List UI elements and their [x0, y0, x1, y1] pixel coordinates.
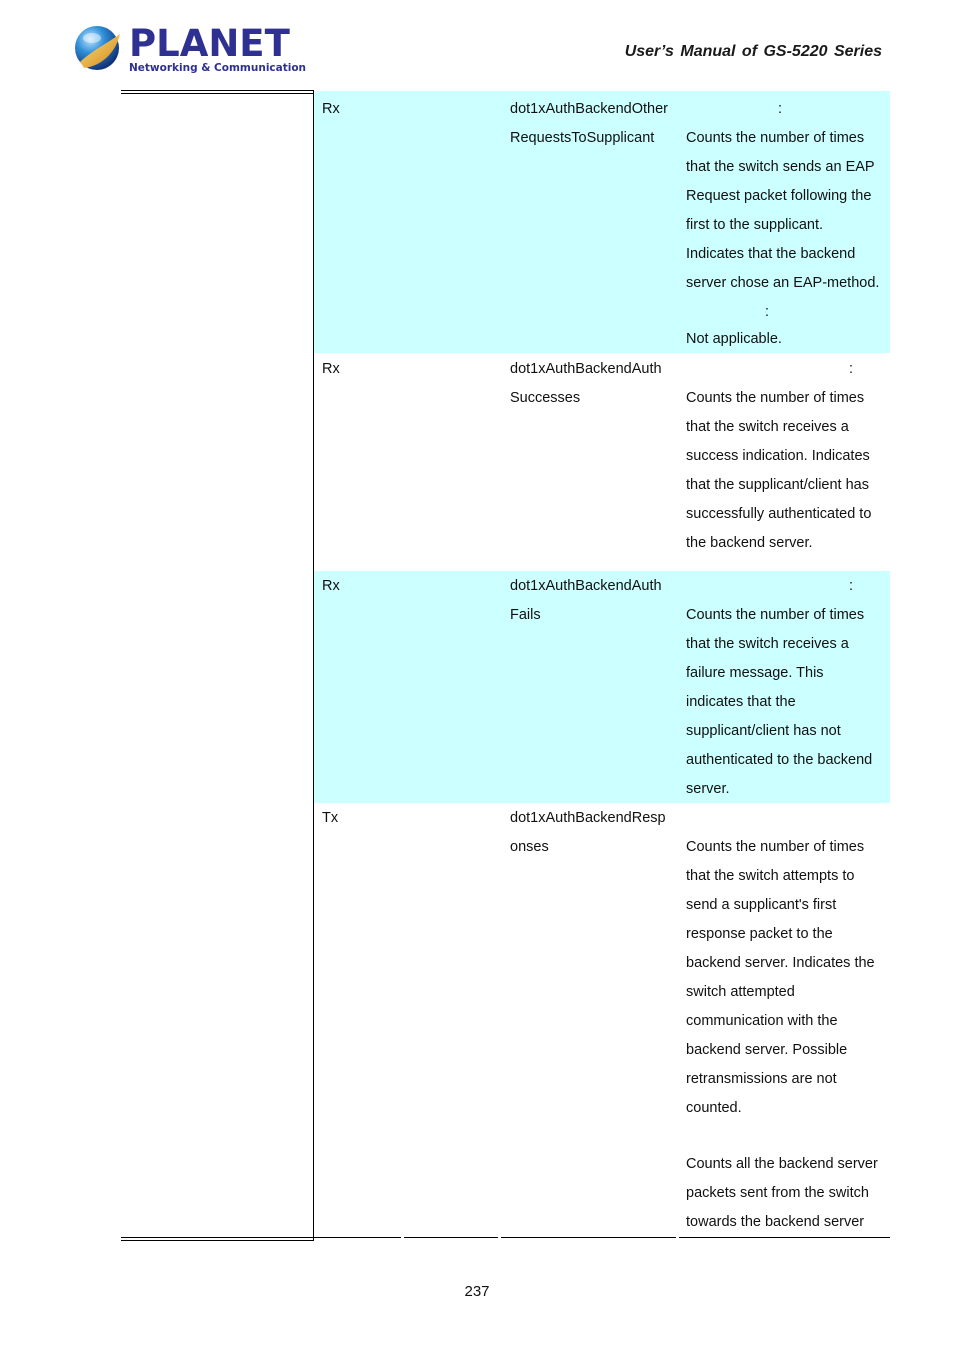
- table-top-rule-2: [121, 93, 314, 94]
- row-4-extra-line-3: towards the backend server: [686, 1214, 865, 1230]
- row-4-desc-line-3: send a supplicant's first: [686, 897, 837, 913]
- row-4-counter-line-1: dot1xAuthBackendResp: [510, 810, 666, 826]
- row-4-desc-line-10: counted.: [686, 1100, 742, 1116]
- row-3-counter-line-1: dot1xAuthBackendAuth: [510, 578, 662, 594]
- row-4-desc-line-6: switch attempted: [686, 984, 795, 1000]
- row-3-desc-line-4: indicates that the: [686, 694, 796, 710]
- table-bottom-rule-2: [121, 1240, 314, 1241]
- row-3-desc-line-1: Counts the number of times: [686, 607, 865, 623]
- row-3-desc-line-6: authenticated to the backend: [686, 752, 873, 768]
- table-top-rule: [121, 90, 314, 91]
- manual-title: User’s Manual of GS-5220 Series: [624, 43, 882, 60]
- row-4-desc-line-9: retransmissions are not: [686, 1071, 837, 1087]
- row-1-desc-line-3: Request packet following the: [686, 188, 872, 204]
- row-2-direction: Rx: [322, 361, 340, 377]
- row-4-extra-line-2: packets sent from the switch: [686, 1185, 869, 1201]
- row-2-counter-line-2: Successes: [510, 390, 581, 406]
- table-bottom-rule: [121, 1237, 314, 1238]
- row-2-description: [686, 384, 871, 558]
- row-3-colon: :: [849, 578, 854, 594]
- row-3-desc-line-2: that the switch receives a: [686, 636, 849, 652]
- row-2-desc-line-4: that the supplicant/client has: [686, 477, 869, 493]
- row-4-desc-line-7: communication with the: [686, 1013, 838, 1029]
- page-number: 237: [464, 1283, 490, 1300]
- row-1-counter-line-2: RequestsToSupplicant: [510, 130, 655, 146]
- row-4-extra-description: [686, 1150, 878, 1237]
- row-4-direction: Tx: [322, 810, 339, 826]
- row-4-desc-line-1: Counts the number of times: [686, 839, 865, 855]
- row-1-desc-line-5: Indicates that the backend: [686, 246, 856, 262]
- logo-wordmark: PLANET: [129, 22, 290, 65]
- row-4-desc-line-2: that the switch attempts to: [686, 868, 855, 884]
- row-1-colon-2: :: [765, 304, 770, 320]
- table-bottom-line-b: [404, 1237, 498, 1238]
- planet-logo: [72, 22, 307, 78]
- row-4-desc-line-4: response packet to the: [686, 926, 833, 942]
- logo-tagline: Networking & Communication: [129, 62, 307, 74]
- row-3-direction: Rx: [322, 578, 340, 594]
- row-3-desc-line-5: supplicant/client has not: [686, 723, 841, 739]
- row-2-desc-line-2: that the switch receives a: [686, 419, 849, 435]
- row-2-desc-line-6: the backend server.: [686, 535, 813, 551]
- row-4-desc-line-8: backend server. Possible: [686, 1042, 848, 1058]
- row-3-description: [686, 601, 872, 804]
- row-2-desc-line-3: success indication. Indicates: [686, 448, 870, 464]
- row-4-extra-line-1: Counts all the backend server: [686, 1156, 878, 1172]
- row-1-desc-line-1: Counts the number of times: [686, 130, 865, 146]
- table-bottom-line-c: [501, 1237, 676, 1238]
- row-3-desc-line-3: failure message. This: [686, 665, 824, 681]
- row-2-desc-line-1: Counts the number of times: [686, 390, 865, 406]
- table-bottom-line-d: [679, 1237, 890, 1238]
- row-4-counter-line-2: onses: [510, 839, 549, 855]
- row-2-desc-line-5: successfully authenticated to: [686, 506, 872, 522]
- row-2-colon: :: [849, 361, 854, 377]
- row-1-desc-line-2: that the switch sends an EAP: [686, 159, 875, 175]
- row-4-description: [686, 833, 875, 1123]
- table-left-border: [313, 90, 314, 1241]
- row-1-colon: :: [778, 101, 783, 117]
- row-1-desc-line-6: server chose an EAP-method.: [686, 275, 880, 291]
- row-1-description: [686, 124, 879, 298]
- row-1-note: Not applicable.: [686, 331, 782, 347]
- row-3-desc-line-7: server.: [686, 781, 730, 797]
- row-1-direction: Rx: [322, 101, 340, 117]
- table-bottom-line-a: [314, 1237, 401, 1238]
- row-3-counter-line-2: Fails: [510, 607, 541, 623]
- row-2-counter-line-1: dot1xAuthBackendAuth: [510, 361, 662, 377]
- row-1-counter-line-1: dot1xAuthBackendOther: [510, 101, 668, 117]
- row-1-desc-line-4: first to the supplicant.: [686, 217, 824, 233]
- row-4-desc-line-5: backend server. Indicates the: [686, 955, 875, 971]
- globe-icon: [72, 22, 124, 74]
